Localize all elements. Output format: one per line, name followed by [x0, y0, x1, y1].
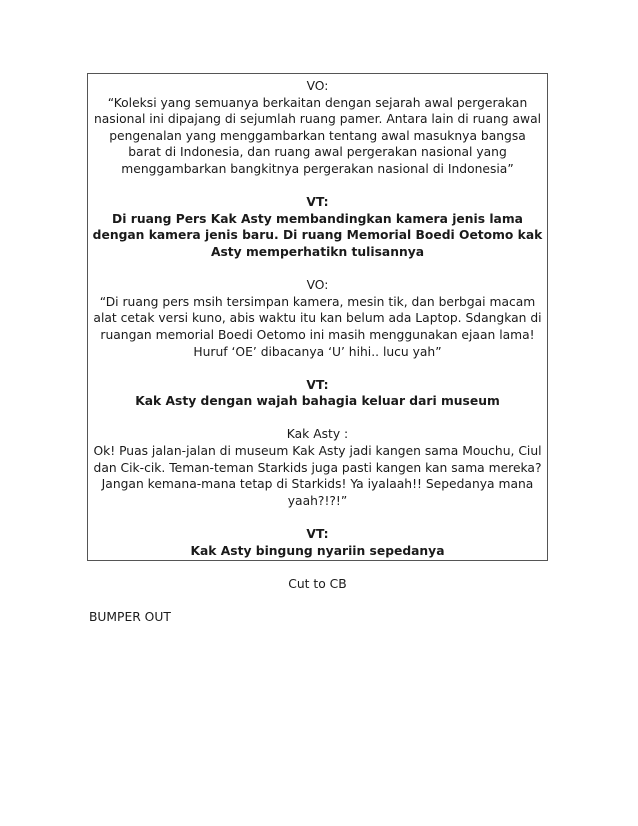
spacer [92, 178, 543, 195]
section-heading: VO: [306, 278, 329, 293]
section-heading: VO: [306, 79, 329, 93]
section-vt-2 [92, 377, 543, 410]
cut-instruction: Cut to CB [288, 576, 347, 591]
section-heading: VT: [306, 195, 329, 210]
spacer [92, 360, 543, 377]
section-text: Ok! Puas jalan-jalan di museum Kak Asty jadi kangen sama Mouchu, Ciul dan Cik-cik. Teman-teman Starkids juga pasti kangen kan sama mereka? Jangan kemana-mana tetap di Starkids! Ya iyalaah!! Sepedanya mana yaah?!?!” [93, 444, 542, 508]
section-text: Kak Asty dengan wajah bahagia keluar dari museum [135, 394, 500, 409]
spacer [92, 559, 543, 576]
spacer [92, 261, 543, 278]
spacer [92, 592, 543, 609]
section-heading: VT: [306, 527, 329, 542]
section-heading: VT: [306, 377, 329, 392]
section-text: Di ruang Pers Kak Asty membandingkan kamera jenis lama dengan kamera jenis baru. Di ruang Memorial Boedi Oetomo kak Asty memperhatikn tulisannya [92, 211, 543, 259]
section-heading: Kak Asty : [286, 427, 349, 442]
section-text: Kak Asty bingung nyariin sepedanya [190, 543, 445, 558]
section-vo-2 [92, 277, 543, 360]
bumper-out: BUMPER OUT [89, 610, 171, 624]
section-vt-1 [92, 194, 543, 260]
section-text: “Koleksi yang semuanya berkaitan dengan sejarah awal pergerakan nasional ini dipajang di sejumlah ruang pamer. Antara lain di ruang awal pengenalan yang menggambarkan tentang awal masuknya bangsa barat di Indonesia, dan ruang awal pergerakan nasional yang menggambarkan bangkitnya pergerakan nasional di Indonesia” [93, 95, 542, 176]
spacer [92, 410, 543, 427]
section-text: “Di ruang pers msih tersimpan kamera, mesin tik, dan berbgai macam alat cetak versi kuno, abis waktu itu kan belum ada Laptop. Sdangkan di ruangan memorial Boedi Oetomo ini masih menggunakan ejaan lama! Huruf ‘OE’ dibacanya ‘U’ hihi.. lucu yah” [93, 294, 542, 359]
section-vt-3 [92, 526, 543, 559]
spacer [92, 509, 543, 526]
section-vo-1 [92, 78, 543, 178]
section-dialogue [92, 426, 543, 509]
script-box [87, 73, 548, 624]
